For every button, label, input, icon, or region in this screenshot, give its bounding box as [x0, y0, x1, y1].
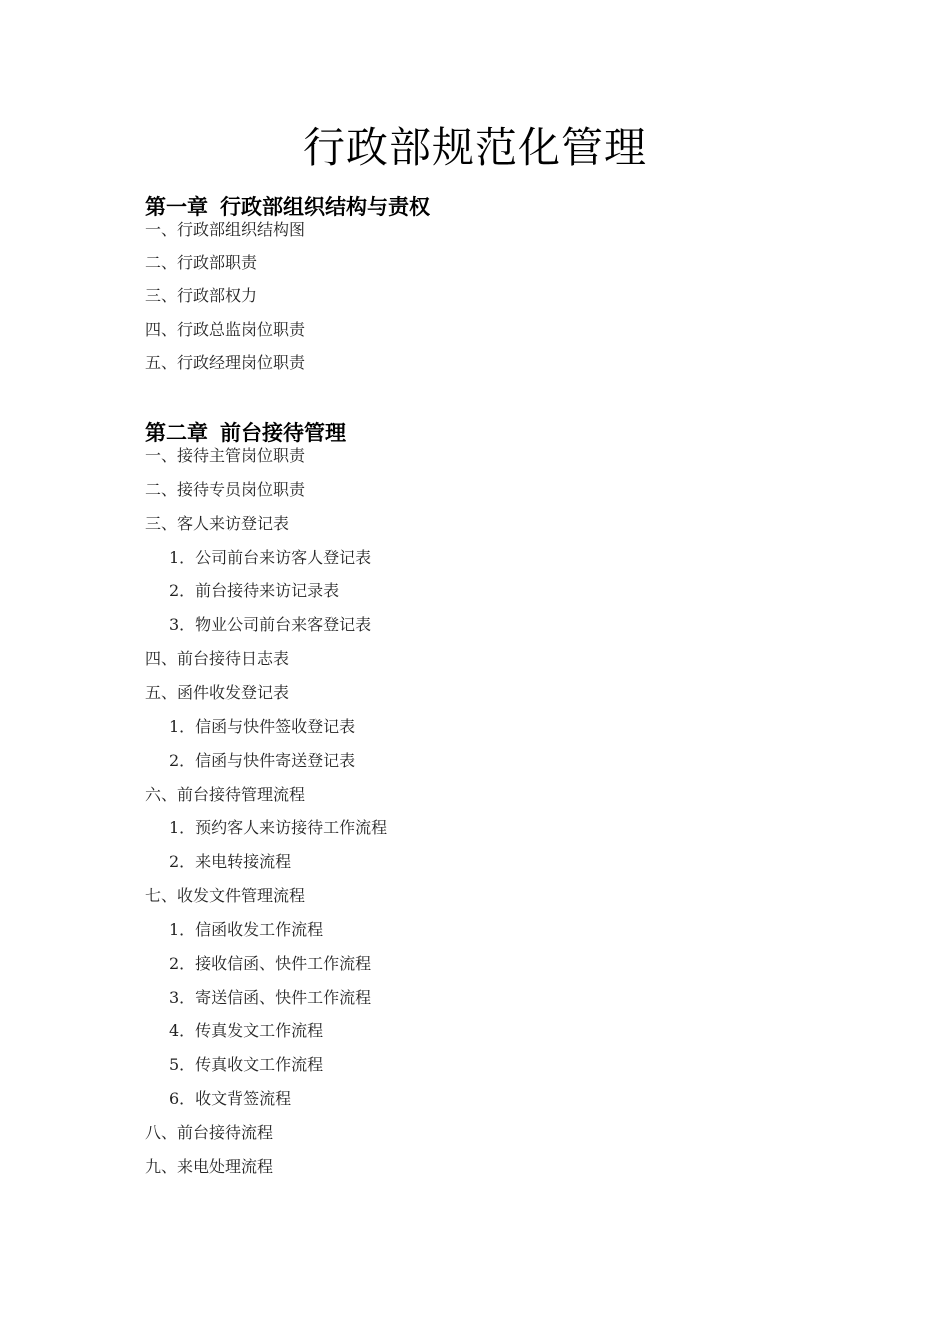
toc-item: 五、函件收发登记表 — [145, 682, 290, 702]
toc-subitem: 1．预约客人来访接待工作流程 — [169, 818, 388, 838]
toc-item: 八、前台接待流程 — [145, 1123, 274, 1142]
chapter-heading — [145, 194, 845, 220]
toc-item: 三、行政部权力 — [145, 286, 258, 306]
toc-item: 一、接待主管岗位职责 — [145, 446, 306, 465]
toc-subitem: 2．接收信函、快件工作流程 — [169, 953, 372, 973]
toc-subitem: 2．前台接待来访记录表 — [169, 581, 340, 601]
toc-item: 九、来电处理流程 — [145, 1156, 274, 1176]
chapter-1 — [145, 194, 845, 372]
toc-subitem: 5．传真收文工作流程 — [169, 1055, 324, 1075]
toc-item: 七、收发文件管理流程 — [145, 886, 306, 906]
toc-subitem: 4．传真发文工作流程 — [169, 1021, 324, 1041]
toc-item: 二、接待专员岗位职责 — [145, 479, 306, 499]
chapter-label: 第二章 — [145, 420, 208, 445]
document-title: 行政部规范化管理 — [302, 123, 647, 172]
toc-subitem: 2．信函与快件寄送登记表 — [169, 750, 356, 770]
toc-item: 四、行政总监岗位职责 — [145, 319, 306, 339]
toc-item: 三、客人来访登记表 — [145, 513, 290, 533]
toc-item: 一、行政部组织结构图 — [145, 220, 306, 239]
toc-subitem: 1．信函收发工作流程 — [169, 919, 324, 939]
chapter-name: 前台接待管理 — [220, 420, 346, 445]
toc-item: 五、行政经理岗位职责 — [145, 352, 306, 372]
toc-subitem: 6．收文背签流程 — [169, 1089, 292, 1109]
chapter-heading — [145, 420, 845, 446]
toc-item: 四、前台接待日志表 — [145, 649, 290, 669]
chapter-label: 第一章 — [145, 194, 208, 219]
chapter-name: 行政部组织结构与责权 — [220, 194, 430, 219]
toc-subitem: 2．来电转接流程 — [169, 852, 292, 872]
toc-subitem: 3．寄送信函、快件工作流程 — [169, 987, 372, 1007]
toc-item: 六、前台接待管理流程 — [145, 784, 306, 804]
toc-subitem: 3．物业公司前台来客登记表 — [169, 615, 372, 635]
toc-item: 二、行政部职责 — [145, 253, 258, 273]
toc-subitem: 1．公司前台来访客人登记表 — [169, 547, 372, 567]
chapter-2 — [145, 420, 845, 1176]
toc-subitem: 1．信函与快件签收登记表 — [169, 716, 356, 736]
